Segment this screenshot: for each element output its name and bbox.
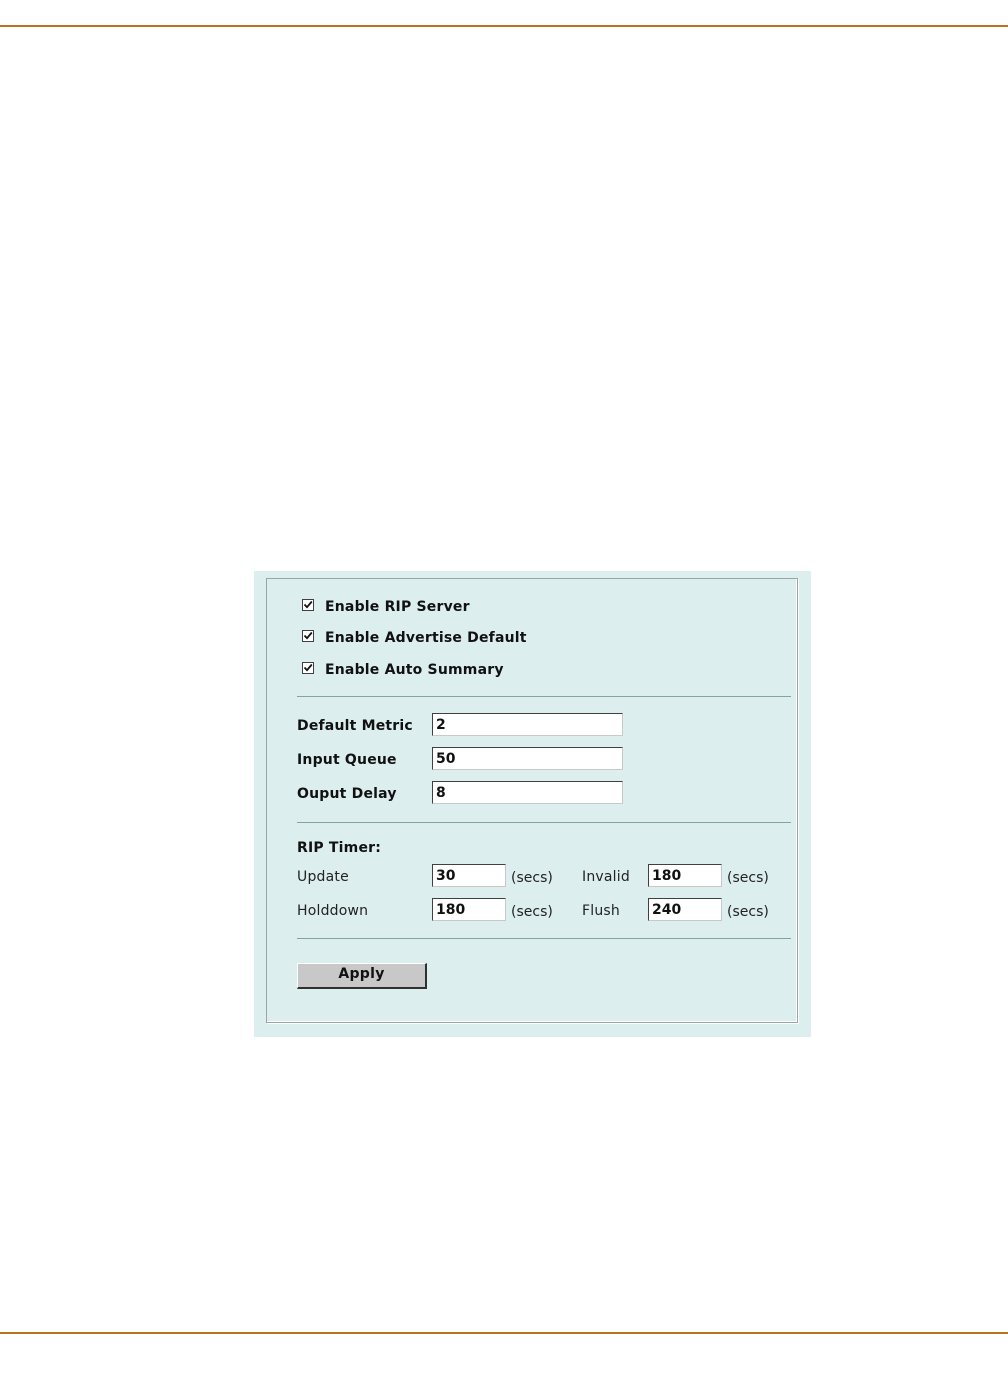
input-queue-label: Input Queue xyxy=(297,752,397,768)
enable-rip-server-checkbox[interactable] xyxy=(302,599,314,611)
enable-auto-summary-checkbox[interactable] xyxy=(302,662,314,674)
checkmark-icon xyxy=(303,600,313,610)
invalid-input[interactable]: 180 xyxy=(648,864,722,887)
apply-button[interactable]: Apply xyxy=(297,963,427,989)
enable-advertise-default-checkbox[interactable] xyxy=(302,630,314,642)
rip-settings-frame xyxy=(266,578,798,1023)
checkmark-icon xyxy=(303,631,313,641)
enable-rip-server-row xyxy=(302,598,470,616)
holddown-label: Holddown xyxy=(297,903,369,919)
default-metric-label: Default Metric xyxy=(297,718,413,734)
output-delay-label: Ouput Delay xyxy=(297,786,397,802)
section-divider xyxy=(297,696,791,697)
input-queue-input[interactable]: 50 xyxy=(432,747,623,770)
invalid-unit: (secs) xyxy=(727,870,769,886)
enable-advertise-default-row xyxy=(302,629,527,647)
enable-advertise-default-label: Enable Advertise Default xyxy=(325,630,527,646)
rip-timer-heading: RIP Timer: xyxy=(297,840,382,856)
flush-input[interactable]: 240 xyxy=(648,898,722,921)
update-input[interactable]: 30 xyxy=(432,864,506,887)
rip-settings-panel xyxy=(254,571,811,1037)
update-unit: (secs) xyxy=(511,870,553,886)
flush-unit: (secs) xyxy=(727,904,769,920)
page-footer-rule xyxy=(0,1332,1008,1334)
invalid-label: Invalid xyxy=(582,869,630,885)
holddown-input[interactable]: 180 xyxy=(432,898,506,921)
enable-rip-server-label: Enable RIP Server xyxy=(325,599,470,615)
page-header-rule xyxy=(0,25,1008,27)
flush-label: Flush xyxy=(582,903,620,919)
output-delay-input[interactable]: 8 xyxy=(432,781,623,804)
section-divider xyxy=(297,938,791,939)
section-divider xyxy=(297,822,791,823)
update-label: Update xyxy=(297,869,349,885)
default-metric-input[interactable]: 2 xyxy=(432,713,623,736)
checkmark-icon xyxy=(303,663,313,673)
enable-auto-summary-row xyxy=(302,661,504,679)
enable-auto-summary-label: Enable Auto Summary xyxy=(325,662,504,678)
holddown-unit: (secs) xyxy=(511,904,553,920)
